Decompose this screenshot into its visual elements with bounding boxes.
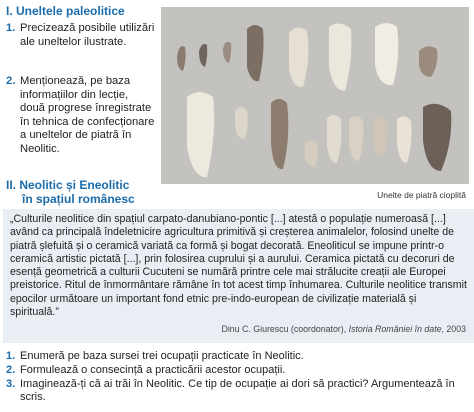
- source-question-3: [6, 378, 468, 404]
- section-title-line: II. Neolitic și Eneolitic: [6, 178, 130, 192]
- question-number: 1.: [6, 22, 16, 34]
- question-number: 1.: [6, 350, 16, 362]
- source-year: , 2003: [441, 324, 466, 334]
- question-text: Menționează, pe baza informațiilor din lecție, două progrese înregistrate în tehnica de confecționare a uneltelor de piatră în Neolitic.: [20, 75, 155, 155]
- question-text: Imaginează-ți că ai trăi în Neolitic. Ce tip de ocupație ai dori să practici? Argumentează în scris.: [20, 378, 455, 403]
- section-title-neolitic: [6, 178, 135, 206]
- quote-source: [222, 324, 467, 334]
- quote-text: „Culturile neolitice din spațiul carpato-danubiano-pontic [...] atestă o populație numeroasă [...] având ca principală îndeletnicire agricultura primitivă și creșterea animalelor, folosind unelte de piatră șlefuită și o ceramică variată ca formă și bogat decorată. Eneoliticul se impune printr-o ceramică artistic pictată [...], prin folosirea cuprului și a aurului. Ceramica pictată cu decoruri de esență geometrică a culturii Cucuteni se numără printre cele mai strălucite creații ale Europei preistorice. Ritul de înmormântare rămâne în tot acest timp înhumarea. Culturile neolitice transmit epocilor următoare un important fond etnic pre-indo-european de civilizație materială și spirituală.”: [10, 213, 467, 319]
- question-number: 2.: [6, 364, 16, 376]
- source-question-1: [6, 350, 468, 363]
- question-number: 3.: [6, 378, 16, 390]
- source-question-2: [6, 364, 468, 377]
- question-text: Enumeră pe baza sursei trei ocupații practicate în Neolitic.: [20, 350, 304, 362]
- section-title-line: în spațiul românesc: [22, 192, 135, 206]
- question-1: [6, 22, 156, 49]
- figure-caption: Unelte de piatră cioplită: [377, 190, 466, 200]
- stone-tools-photo: [161, 7, 469, 184]
- source-author: Dinu C. Giurescu (coordonator),: [221, 324, 349, 334]
- source-title: Istoria României în date: [348, 324, 442, 334]
- question-2: [6, 75, 156, 157]
- question-number: 2.: [6, 75, 16, 87]
- source-quote-box: [3, 209, 474, 343]
- stone-tool: [375, 23, 398, 85]
- question-text: Formulează o consecință a practicării acestor ocupații.: [20, 364, 286, 376]
- question-text: Precizează posibile utilizări ale uneltelor ilustrate.: [20, 22, 155, 48]
- section-title-uneltele-paleolitice: I. Uneltele paleolitice: [6, 4, 125, 18]
